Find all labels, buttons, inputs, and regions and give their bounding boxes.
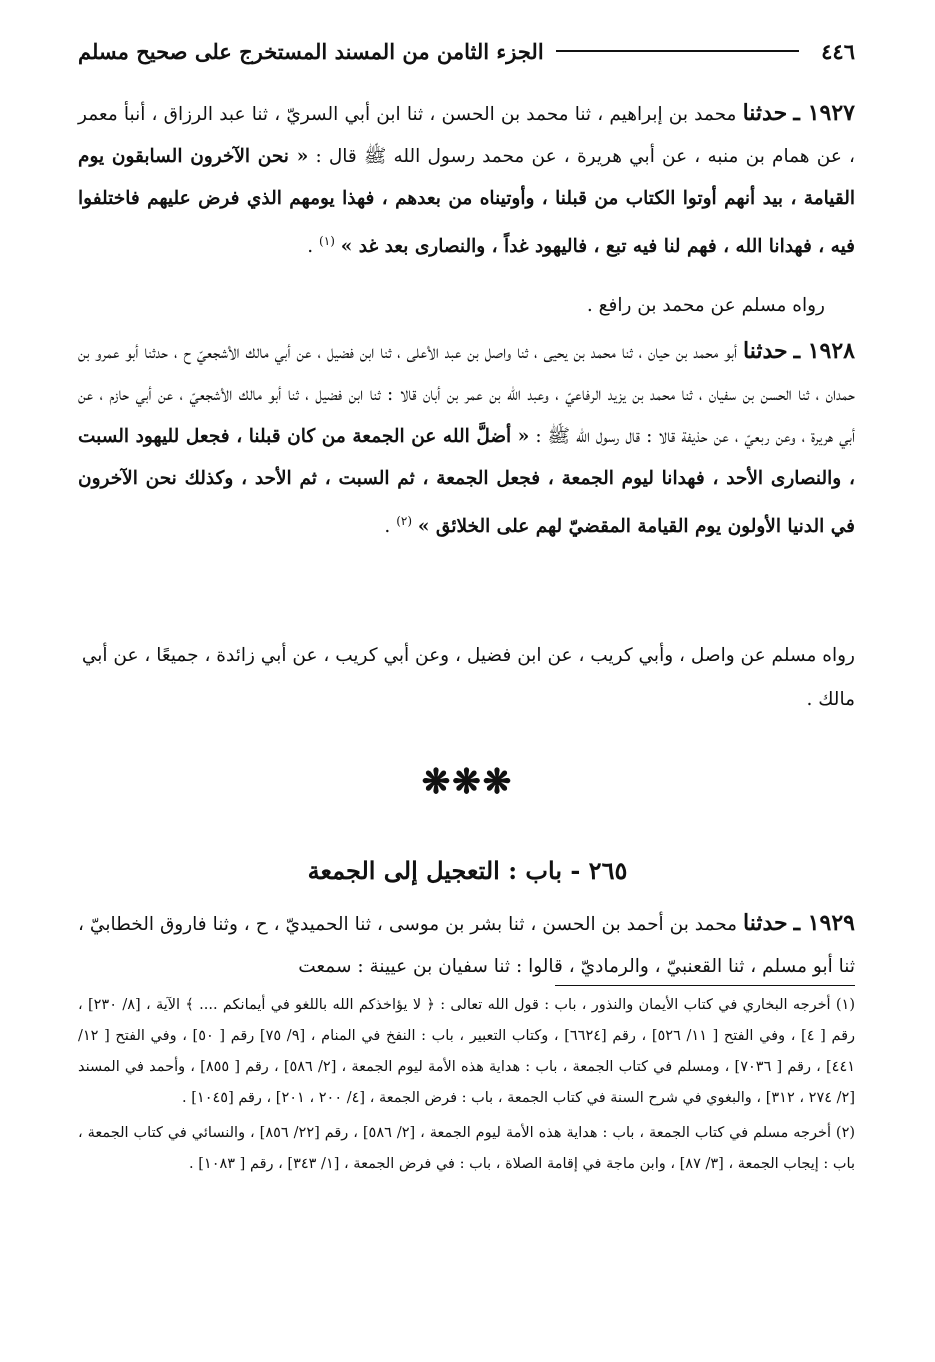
footnote-rule xyxy=(555,985,855,986)
footnote-ref: (١) xyxy=(319,234,335,248)
running-title: الجزء الثامن من المسند المستخرج على صحيح مسلم xyxy=(78,38,544,64)
hadith-number: ١٩٢٩ ـ xyxy=(793,910,855,936)
footnote-ref: (٢) xyxy=(396,514,413,528)
header-rule xyxy=(556,50,800,52)
page-number: ٤٤٦ xyxy=(821,38,855,64)
hadith-number: ١٩٢٧ ـ xyxy=(793,100,855,126)
isnad-text: محمد بن إبراهيم ، ثنا محمد بن الحسن ، ثنا ابن أبي السريّ ، ثنا عبد الرزاق ، أنبأ معمر ، عن همام بن منبه ، عن أبي هريرة ، عن محمد رسول الله ﷺ قال : xyxy=(78,104,855,167)
tahdith-word: حدثنا xyxy=(743,910,788,936)
isnad-text: أبو محمد بن حيان ، ثنا محمد بن يحيى ، ثنا واصل بن عبد الأعلى ، ثنا ابن فضيل ، عن أبي مالك الأشجعيّ ح ، حدثنا أبو عمرو بن حمدان ، ثنا الحسن بن سفيان ، ثنا محمد بن يزيد الرفاعيّ ، وعبد الله بن عمر بن أبان قالا : ثنا ابن فضيل ، ثنا أبو مالك الأشجعيّ ، عن أبي حازم ، عن أبي هريرة ، وعن ربعيّ ، عن حذيفة قالا : قال رسول الله ﷺ : xyxy=(78,342,856,447)
footnote-2: (٢) أخرجه مسلم في كتاب الجمعة ، باب : هداية هذه الأمة ليوم الجمعة ، [٢/ ٥٨٦] ، رقم [٢٢/ ٨٥٦] ، والنسائي في كتاب الجمعة ، باب : إيجاب الجمعة ، [٣/ ٨٧] ، وابن ماجة في إقامة الصلاة ، باب : في فرض الجمعة ، [١/ ٣٤٣] ، رقم [ ١٠٨٣] . xyxy=(78,1125,856,1172)
tahdith-word: حدثنا xyxy=(742,100,788,126)
section-divider: ❋❋❋ xyxy=(421,762,514,802)
hadith-1929 xyxy=(78,902,855,988)
tahdith-word: حدثنا xyxy=(743,338,788,364)
footnote-1: (١) أخرجه البخاري في كتاب الأيمان والنذور ، باب : قول الله تعالى : ﴿ لا يؤاخذكم الله باللغو في أيمانكم .... ﴾ الآية ، [٨/ ٢٣٠] ، رقم [ ٤] ، وفي الفتح [ ١١/ ٥٢٦] ، رقم [٦٦٢٤] ، وكتاب التعبير ، باب : النفخ في المنام ، [٩/ ٧٥] رقم [ ٥٠] ، وفي الفتح [ ١٢/ ٤٤١] ، رقم [ ٧٠٣٦] ، ومسلم في كتاب الجمعة ، باب : هداية هذه الأمة ليوم الجمعة ، [٢/ ٥٨٦] ، رقم [ ٨٥٥] ، وأحمد في المسند [٢/ ٢٧٤ ، ٣١٢] ، والبغوي في شرح السنة في كتاب الجمعة ، باب : فرض الجمعة ، [٤/ ٢٠٠ ، ٢٠١] ، رقم [١٠٤٥] . xyxy=(78,997,856,1106)
running-header xyxy=(78,32,855,70)
riwaya-note-1: رواه مسلم عن محمد بن رافع . xyxy=(586,295,825,316)
hadith-1927 xyxy=(78,92,855,268)
matn-text: « أضلَّ الله عن الجمعة من كان قبلنا ، فجعل لليهود السبت ، والنصارى الأحد ، فهدانا ليوم الجمعة ، فجعل الجمعة ، ثم السبت ، ثم الأحد ، وكذلك نحن الآخرون في الدنيا الأولون يوم القيامة المقضيّ لهم على الخلائق » xyxy=(78,426,855,538)
chapter-heading: ٢٦٥ - باب : التعجيل إلى الجمعة xyxy=(307,856,628,885)
isnad-text: محمد بن أحمد بن الحسن ، ثنا بشر بن موسى ، ثنا الحميديّ ، ح ، وثنا فاروق الخطابيّ ، ثنا أبو مسلم ، ثنا القعنبيّ ، والرماديّ ، قالوا : ثنا سفيان بن عيينة : سمعت xyxy=(78,914,855,977)
hadith-1928 xyxy=(78,330,855,548)
hadith-number: ١٩٢٨ ـ xyxy=(793,338,855,364)
sentence-end: . xyxy=(384,516,397,538)
sentence-end: . xyxy=(307,236,320,258)
footnotes xyxy=(78,990,855,1184)
matn-text: « نحن الآخرون السابقون يوم القيامة ، بيد أنهم أوتوا الكتاب من قبلنا ، وأوتيناه من بعدهم ، فهذا يومهم الذي فرض عليهم فاختلفوا فيه ، فهدانا الله ، فهم لنا فيه تبع ، فاليهود غداً ، والنصارى بعد غد » xyxy=(78,146,855,258)
riwaya-note-2: رواه مسلم عن واصل ، وأبي كريب ، عن ابن فضيل ، وعن أبي كريب ، عن أبي زائدة ، جميعًا ، عن أبي مالك . xyxy=(81,645,855,710)
